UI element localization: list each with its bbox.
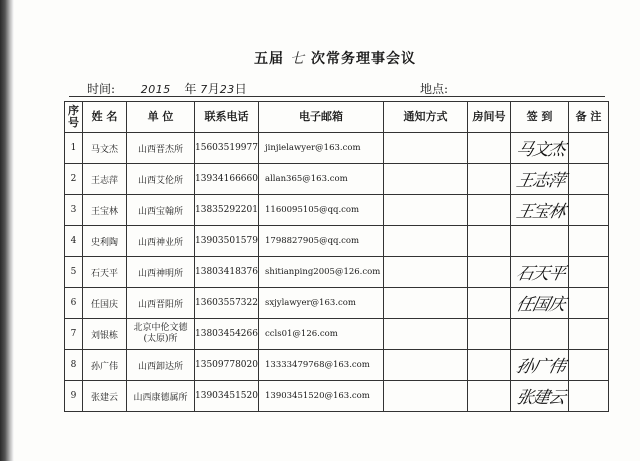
col-header-name: 姓 名 bbox=[83, 102, 127, 133]
meeting-time bbox=[87, 80, 247, 97]
table-row bbox=[65, 226, 609, 257]
cell-unit: 山西康德属所 bbox=[127, 381, 195, 412]
meeting-place bbox=[420, 80, 448, 97]
cell-room bbox=[468, 164, 511, 195]
date-month: 7 bbox=[200, 83, 208, 96]
cell-notify bbox=[384, 226, 468, 257]
cell-notify bbox=[384, 133, 468, 164]
handwritten-signature: 张建云 bbox=[514, 388, 567, 408]
cell-sign bbox=[511, 133, 569, 164]
cell-name: 刘银栋 bbox=[83, 319, 127, 350]
cell-name: 石天平 bbox=[83, 257, 127, 288]
cell-name: 王志萍 bbox=[83, 164, 127, 195]
cell-room bbox=[468, 381, 511, 412]
cell-room bbox=[468, 226, 511, 257]
cell-seq: 2 bbox=[65, 164, 83, 195]
cell-sign bbox=[511, 226, 569, 257]
table-row bbox=[65, 133, 609, 164]
table-row bbox=[65, 381, 609, 412]
unit-line: 北京中伦文德 bbox=[133, 323, 188, 333]
cell-phone: 13903451520 bbox=[195, 381, 259, 412]
table-row bbox=[65, 195, 609, 226]
cell-name: 任国庆 bbox=[83, 288, 127, 319]
cell-notify bbox=[384, 195, 468, 226]
cell-phone: 15603519977 bbox=[195, 133, 259, 164]
cell-email: jinjielawyer@163.com bbox=[259, 133, 384, 164]
cell-room bbox=[468, 133, 511, 164]
table-row bbox=[65, 257, 609, 288]
cell-name: 马文杰 bbox=[83, 133, 127, 164]
cell-room bbox=[468, 257, 511, 288]
date-year: 2015 bbox=[140, 83, 171, 96]
unit-line: (太原)所 bbox=[143, 334, 178, 344]
handwritten-signature: 王宝林 bbox=[514, 202, 567, 222]
col-header-seq: 序号 bbox=[65, 102, 83, 133]
handwritten-signature bbox=[514, 228, 520, 254]
cell-seq: 5 bbox=[65, 257, 83, 288]
cell-note bbox=[569, 319, 609, 350]
cell-unit: 山西神明所 bbox=[127, 257, 195, 288]
col-header-phone: 联系电话 bbox=[195, 102, 259, 133]
col-header-room: 房间号 bbox=[468, 102, 511, 133]
cell-phone: 13603557322 bbox=[195, 288, 259, 319]
table-row bbox=[65, 350, 609, 381]
cell-email: 1798827905@qq.com bbox=[259, 226, 384, 257]
cell-note bbox=[569, 381, 609, 412]
day-unit: 日 bbox=[234, 82, 247, 96]
cell-unit: 山西晋杰所 bbox=[127, 133, 195, 164]
cell-email: shitianping2005@126.com bbox=[259, 257, 384, 288]
cell-sign bbox=[511, 195, 569, 226]
cell-seq: 9 bbox=[65, 381, 83, 412]
cell-sign bbox=[511, 288, 569, 319]
cell-email: 13333479768@163.com bbox=[259, 350, 384, 381]
cell-room bbox=[468, 288, 511, 319]
cell-notify bbox=[384, 350, 468, 381]
cell-email: allan365@163.com bbox=[259, 164, 384, 195]
month-unit: 月 bbox=[207, 82, 220, 96]
cell-sign bbox=[511, 350, 569, 381]
scan-binding-shadow bbox=[0, 0, 14, 461]
cell-phone: 13934166660 bbox=[195, 164, 259, 195]
cell-seq: 3 bbox=[65, 195, 83, 226]
cell-phone: 13509778020 bbox=[195, 350, 259, 381]
table-row bbox=[65, 164, 609, 195]
cell-sign bbox=[511, 164, 569, 195]
handwritten-signature bbox=[514, 321, 520, 347]
cell-sign bbox=[511, 319, 569, 350]
page-title bbox=[254, 48, 416, 68]
table-row bbox=[65, 319, 609, 350]
cell-unit: 山西晋阳所 bbox=[127, 288, 195, 319]
cell-unit: 山西宝翰所 bbox=[127, 195, 195, 226]
cell-name: 王宝林 bbox=[83, 195, 127, 226]
cell-seq: 6 bbox=[65, 288, 83, 319]
cell-seq: 8 bbox=[65, 350, 83, 381]
title-suffix: 次常务理事会议 bbox=[311, 51, 416, 67]
cell-phone: 13803454266 bbox=[195, 319, 259, 350]
cell-notify bbox=[384, 288, 468, 319]
handwritten-signature: 孙广伟 bbox=[514, 357, 567, 377]
col-header-email: 电子邮箱 bbox=[259, 102, 384, 133]
title-handwritten-number: 七 bbox=[290, 51, 305, 67]
cell-note bbox=[569, 226, 609, 257]
cell-room bbox=[468, 319, 511, 350]
attendance-table bbox=[64, 101, 609, 412]
cell-unit: 山西神业所 bbox=[127, 226, 195, 257]
handwritten-signature: 石天平 bbox=[514, 264, 567, 284]
time-label: 时间: bbox=[87, 82, 116, 96]
cell-phone: 13835292201 bbox=[195, 195, 259, 226]
cell-notify bbox=[384, 164, 468, 195]
cell-seq: 1 bbox=[65, 133, 83, 164]
date-day: 23 bbox=[219, 83, 235, 96]
header-rule bbox=[69, 96, 605, 97]
cell-unit: 山西卸达所 bbox=[127, 350, 195, 381]
cell-email: sxjylawyer@163.com bbox=[259, 288, 384, 319]
cell-name: 孙广伟 bbox=[83, 350, 127, 381]
handwritten-signature: 任国庆 bbox=[514, 295, 567, 315]
cell-note bbox=[569, 350, 609, 381]
cell-note bbox=[569, 164, 609, 195]
table-row bbox=[65, 288, 609, 319]
cell-note bbox=[569, 257, 609, 288]
cell-room bbox=[468, 195, 511, 226]
cell-notify bbox=[384, 381, 468, 412]
cell-unit bbox=[127, 319, 195, 350]
col-header-sign: 签 到 bbox=[511, 102, 569, 133]
cell-note bbox=[569, 195, 609, 226]
cell-name: 史利陶 bbox=[83, 226, 127, 257]
handwritten-signature: 马文杰 bbox=[514, 140, 567, 160]
year-unit: 年 bbox=[184, 82, 197, 96]
cell-email: ccls01@126.com bbox=[259, 319, 384, 350]
cell-seq: 7 bbox=[65, 319, 83, 350]
cell-email: 1160095105@qq.com bbox=[259, 195, 384, 226]
col-header-note: 备 注 bbox=[569, 102, 609, 133]
cell-notify bbox=[384, 319, 468, 350]
cell-room bbox=[468, 350, 511, 381]
title-prefix: 五届 bbox=[254, 51, 284, 67]
cell-sign bbox=[511, 257, 569, 288]
place-label: 地点: bbox=[420, 82, 449, 96]
cell-phone: 13903501579 bbox=[195, 226, 259, 257]
col-header-notify: 通知方式 bbox=[384, 102, 468, 133]
col-header-unit: 单 位 bbox=[127, 102, 195, 133]
cell-seq: 4 bbox=[65, 226, 83, 257]
cell-note bbox=[569, 133, 609, 164]
handwritten-signature: 王志萍 bbox=[514, 171, 567, 191]
cell-note bbox=[569, 288, 609, 319]
cell-unit: 山西艾伦所 bbox=[127, 164, 195, 195]
cell-sign bbox=[511, 381, 569, 412]
table-header-row bbox=[65, 102, 609, 133]
cell-name: 张建云 bbox=[83, 381, 127, 412]
cell-email: 13903451520@163.com bbox=[259, 381, 384, 412]
cell-phone: 13803418376 bbox=[195, 257, 259, 288]
cell-notify bbox=[384, 257, 468, 288]
